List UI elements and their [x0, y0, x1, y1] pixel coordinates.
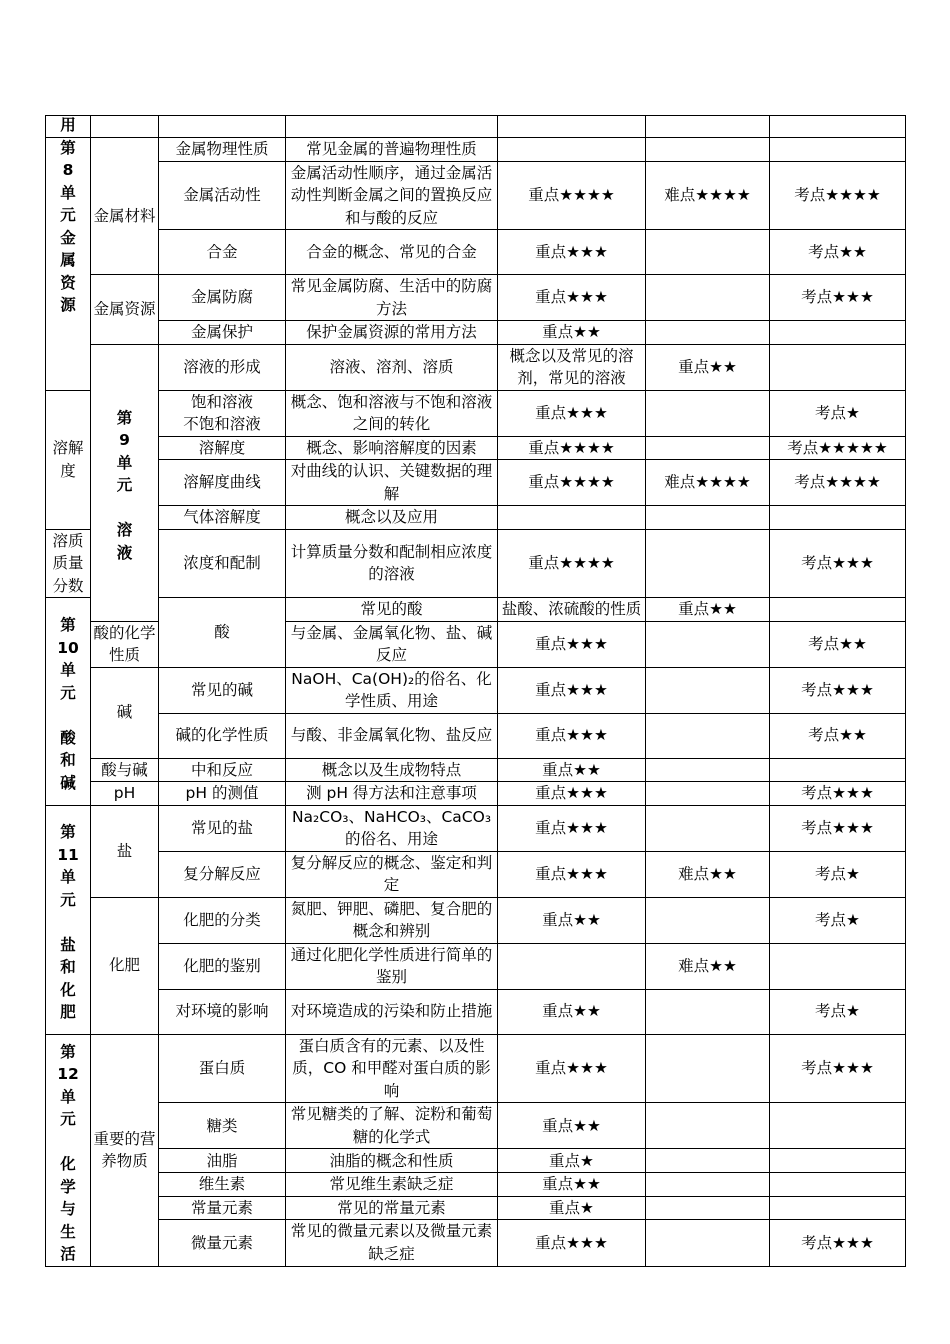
difficulty-cell: [646, 782, 770, 806]
unit-cell-u10: [46, 598, 91, 806]
exam-point-cell: 考点★★★★: [770, 460, 906, 506]
blank-row: [46, 116, 906, 138]
description-cell: 计算质量分数和配制相应浓度的溶液: [286, 529, 498, 598]
key-point-cell: 重点★★★: [498, 667, 646, 713]
unit-char: 单: [60, 183, 76, 202]
key-point-cell: [498, 943, 646, 989]
description-cell: 概念、影响溶解度的因素: [286, 436, 498, 460]
unit-char: 11: [57, 845, 79, 864]
description-cell: 盐酸、浓硫酸的性质: [498, 598, 646, 622]
difficulty-cell: [646, 1034, 770, 1103]
key-point-cell: 重点★★: [498, 321, 646, 345]
description-cell: 概念以及生成物特点: [286, 758, 498, 782]
table-row: [46, 1103, 906, 1149]
unit-char: 肥: [60, 1003, 76, 1022]
description-cell: 概念以及应用: [286, 506, 498, 530]
difficulty-cell: [646, 758, 770, 782]
difficulty-cell: [646, 321, 770, 345]
topic-cell: 蛋白质: [159, 1034, 286, 1103]
difficulty-cell: [646, 1103, 770, 1149]
unit-char: 元: [60, 683, 76, 702]
difficulty-cell: [646, 138, 770, 162]
table-row: [46, 275, 906, 321]
table-row: [46, 506, 906, 530]
topic-cell: 饱和溶液 不饱和溶液: [159, 390, 286, 436]
exam-point-cell: [770, 758, 906, 782]
key-point-cell: [498, 138, 646, 162]
category-cell: 酸与碱: [91, 758, 159, 782]
exam-point-cell: [770, 1196, 906, 1220]
key-point-cell: 重点★★★: [498, 1220, 646, 1266]
category-cell: 化肥: [91, 897, 159, 1034]
key-point-cell: 重点★★: [646, 344, 770, 390]
topic-cell: 金属保护: [159, 321, 286, 345]
category-cell: 盐: [91, 805, 159, 897]
unit-char: 8: [62, 161, 74, 179]
unit-cell-u9: [91, 344, 159, 621]
exam-point-cell: [770, 321, 906, 345]
description-cell: NaOH、Ca(OH)₂的俗名、化学性质、用途: [286, 667, 498, 713]
topic-cell: 常量元素: [159, 1196, 286, 1220]
unit-char: 属: [60, 251, 76, 269]
description-cell: 常见金属的普遍物理性质: [286, 138, 498, 162]
difficulty-cell: [646, 1173, 770, 1197]
table-row: [46, 1173, 906, 1197]
difficulty-cell: [646, 529, 770, 598]
exam-point-cell: [770, 138, 906, 162]
exam-point-cell: 考点★: [770, 989, 906, 1034]
table-row: [46, 161, 906, 230]
unit-char: 第: [60, 138, 76, 157]
category-cell: 碱: [91, 667, 159, 758]
exam-point-cell: 考点★: [770, 897, 906, 943]
table-row: [46, 782, 906, 806]
table-row: [46, 230, 906, 275]
unit-char: 第: [116, 408, 133, 427]
topic-cell: 溶解度: [159, 436, 286, 460]
unit-char: 液: [116, 543, 133, 562]
topic-cell: pH 的测值: [159, 782, 286, 806]
description-cell: 与酸、非金属氧化物、盐反应: [286, 713, 498, 758]
unit-char: 源: [60, 296, 76, 314]
difficulty-cell: [646, 1196, 770, 1220]
table-row: [46, 1196, 906, 1220]
blank-cell: [91, 116, 159, 138]
unit-char: 12: [57, 1065, 79, 1083]
exam-point-cell: [770, 943, 906, 989]
unit-char: 用: [60, 116, 76, 134]
topic-cell: 金属活动性: [159, 161, 286, 230]
description-cell: 金属活动性顺序，通过金属活动性判断金属之间的置换反应和与酸的反应: [286, 161, 498, 230]
difficulty-cell: [770, 344, 906, 390]
topic-cell: 金属防腐: [159, 275, 286, 321]
blank-cell: [159, 116, 286, 138]
key-point-cell: 重点★: [498, 1196, 646, 1220]
unit-cell-u12: [46, 1034, 91, 1266]
key-point-cell: 重点★★★★: [498, 460, 646, 506]
key-point-cell: 重点★★: [498, 897, 646, 943]
exam-point-cell: 考点★★★: [770, 667, 906, 713]
difficulty-cell: 难点★★: [646, 943, 770, 989]
description-cell: 对曲线的认识、关键数据的理解: [286, 460, 498, 506]
category-cell: pH: [91, 782, 159, 806]
key-point-cell: 重点★★★: [498, 230, 646, 275]
table-row: [46, 390, 906, 436]
unit-char: 化: [60, 980, 76, 999]
difficulty-cell: [646, 621, 770, 667]
difficulty-cell: [646, 230, 770, 275]
exam-point-cell: 考点★★★: [770, 529, 906, 598]
unit-char: 生: [60, 1222, 76, 1241]
topic-cell: 中和反应: [159, 758, 286, 782]
exam-point-cell: 考点★★: [770, 713, 906, 758]
unit-char: 碱: [60, 773, 76, 792]
table-row: [46, 460, 906, 506]
table-row: [46, 529, 906, 598]
table-row: [46, 667, 906, 713]
table-row: [46, 805, 906, 851]
table-row: [46, 943, 906, 989]
unit-char: 和: [60, 751, 76, 770]
description-cell: 油脂的概念和性质: [286, 1149, 498, 1173]
exam-point-cell: 考点★★★: [770, 1220, 906, 1266]
exam-point-cell: 考点★★: [770, 230, 906, 275]
difficulty-cell: [646, 1149, 770, 1173]
key-point-cell: [498, 506, 646, 530]
topic-cell: 金属物理性质: [159, 138, 286, 162]
key-point-cell: 重点★★: [498, 758, 646, 782]
category-cell: 金属材料: [91, 138, 159, 275]
difficulty-cell: [646, 506, 770, 530]
exam-point-cell: 考点★: [770, 390, 906, 436]
difficulty-cell: [646, 275, 770, 321]
difficulty-cell: [770, 598, 906, 622]
exam-point-cell: 考点★★★★: [770, 161, 906, 230]
unit-char: 单: [60, 868, 76, 887]
category-cell: 溶解度: [46, 390, 91, 529]
category-cell: 溶质质量分数: [46, 529, 91, 598]
unit-char: 9: [119, 431, 130, 450]
blank-cell: [498, 116, 646, 138]
unit-char: 元: [60, 206, 76, 224]
difficulty-cell: [646, 390, 770, 436]
table-row: [46, 1034, 906, 1103]
description-cell: 蛋白质含有的元素、以及性质，CO 和甲醛对蛋白质的影响: [286, 1034, 498, 1103]
description-cell: 保护金属资源的常用方法: [286, 321, 498, 345]
exam-point-cell: [770, 506, 906, 530]
topic-cell: 合金: [159, 230, 286, 275]
unit-char: 活: [60, 1245, 76, 1263]
table-row: [46, 321, 906, 345]
description-cell: 合金的概念、常见的合金: [286, 230, 498, 275]
exam-point-cell: 考点★: [770, 851, 906, 897]
description-cell: 常见糖类的了解、淀粉和葡萄糖的化学式: [286, 1103, 498, 1149]
exam-point-cell: 考点★★★: [770, 275, 906, 321]
exam-point-cell: 考点★★★: [770, 782, 906, 806]
blank-cell: [770, 116, 906, 138]
topic-cell: 常见的酸: [286, 598, 498, 622]
unit-char: 资: [60, 273, 76, 292]
table-row: [46, 851, 906, 897]
topic-cell: 维生素: [159, 1173, 286, 1197]
unit-char: 与: [60, 1200, 76, 1218]
description-cell: 常见金属防腐、生活中的防腐方法: [286, 275, 498, 321]
difficulty-cell: [646, 667, 770, 713]
unit-char: 10: [57, 638, 79, 657]
key-point-cell: 重点★★★★: [498, 161, 646, 230]
topic-cell: 化肥的分类: [159, 897, 286, 943]
description-cell: 常见的微量元素以及微量元素缺乏症: [286, 1220, 498, 1266]
table-row: [46, 897, 906, 943]
difficulty-cell: 难点★★★★: [646, 460, 770, 506]
description-cell: 概念、饱和溶液与不饱和溶液之间的转化: [286, 390, 498, 436]
topic-cell: 常见的碱: [159, 667, 286, 713]
topic-cell: 油脂: [159, 1149, 286, 1173]
unit-char: 元: [116, 476, 133, 495]
description-cell: 概念以及常见的溶剂，常见的溶液: [498, 344, 646, 390]
key-point-cell: 重点★★★: [498, 713, 646, 758]
exam-point-cell: 考点★★★: [770, 805, 906, 851]
description-cell: 对环境造成的污染和防止措施: [286, 989, 498, 1034]
unit-char: [93, 497, 156, 520]
difficulty-cell: [646, 805, 770, 851]
category-cell: 溶液的形成: [159, 344, 286, 390]
exam-point-cell: [770, 1149, 906, 1173]
key-point-cell: 重点★★★★: [498, 529, 646, 598]
description-cell: 通过化肥化学性质进行简单的鉴别: [286, 943, 498, 989]
key-point-cell: 重点★: [498, 1149, 646, 1173]
unit-char: [48, 704, 88, 727]
key-point-cell: 重点★★★: [498, 851, 646, 897]
description-cell: 复分解反应的概念、鉴定和判定: [286, 851, 498, 897]
description-cell: 与金属、金属氧化物、盐、碱反应: [286, 621, 498, 667]
key-point-cell: 重点★★: [498, 1103, 646, 1149]
difficulty-cell: [646, 436, 770, 460]
unit-char: 单: [60, 1087, 76, 1106]
unit-char: 第: [60, 823, 76, 842]
topic-cell: 酸的化学性质: [91, 621, 159, 667]
table-row: [46, 1220, 906, 1266]
difficulty-cell: [646, 713, 770, 758]
unit-char: 单: [60, 661, 76, 680]
unit-char: 元: [60, 1110, 76, 1128]
table-row: [46, 344, 906, 390]
unit-char: 第: [60, 1042, 76, 1061]
unit-char: 元: [60, 890, 76, 909]
key-point-cell: 重点★★★: [498, 621, 646, 667]
description-cell: 常见维生素缺乏症: [286, 1173, 498, 1197]
topic-cell: 浓度和配制: [159, 529, 286, 598]
category-cell: 金属资源: [91, 275, 159, 345]
topic-cell: 溶液、溶剂、溶质: [286, 344, 498, 390]
table-row: [46, 436, 906, 460]
table-row: [46, 138, 906, 162]
unit-char: 金: [60, 228, 76, 247]
blank-cell: [286, 116, 498, 138]
difficulty-cell: 难点★★★★: [646, 161, 770, 230]
description-cell: Na₂CO₃、NaHCO₃、CaCO₃的俗名、用途: [286, 805, 498, 851]
table-row: [46, 1149, 906, 1173]
table-row: [46, 713, 906, 758]
category-cell: 酸: [159, 598, 286, 668]
key-point-cell: 重点★★★★: [498, 436, 646, 460]
topic-cell: 糖类: [159, 1103, 286, 1149]
topic-cell: 微量元素: [159, 1220, 286, 1266]
topic-cell: 溶解度曲线: [159, 460, 286, 506]
table-row: [46, 758, 906, 782]
key-point-cell: 重点★★: [498, 989, 646, 1034]
unit-char: 溶: [116, 521, 133, 540]
key-point-cell: 重点★★★: [498, 390, 646, 436]
table-row: [46, 598, 906, 622]
difficulty-cell: [646, 1220, 770, 1266]
topic-cell: 碱的化学性质: [159, 713, 286, 758]
key-point-cell: 重点★★★: [498, 275, 646, 321]
topic-cell: 气体溶解度: [159, 506, 286, 530]
topic-cell: 常见的盐: [159, 805, 286, 851]
unit-char: 第: [60, 616, 76, 635]
description-cell: 测 pH 得方法和注意事项: [286, 782, 498, 806]
description-cell: 氮肥、钾肥、磷肥、复合肥的概念和辨别: [286, 897, 498, 943]
unit-char: 化: [60, 1155, 76, 1173]
unit-char: [48, 1131, 88, 1154]
description-cell: 常见的常量元素: [286, 1196, 498, 1220]
topic-cell: 复分解反应: [159, 851, 286, 897]
table-row: [46, 989, 906, 1034]
unit-char: 盐: [60, 935, 76, 954]
category-cell: 重要的营养物质: [91, 1034, 159, 1266]
unit-char: 学: [60, 1177, 76, 1196]
topic-cell: 对环境的影响: [159, 989, 286, 1034]
exam-point-cell: [770, 1103, 906, 1149]
unit-char: 和: [60, 958, 76, 977]
unit-cell-u11: [46, 805, 91, 1034]
unit-char: 单: [116, 453, 133, 472]
unit-cell-u8: [46, 116, 91, 391]
key-point-cell: 重点★★★: [498, 1034, 646, 1103]
exam-point-cell: 考点★★: [770, 621, 906, 667]
exam-point-cell: 考点★★★: [770, 1034, 906, 1103]
key-point-cell: 重点★★★: [498, 805, 646, 851]
difficulty-cell: 难点★★: [646, 851, 770, 897]
difficulty-cell: [646, 897, 770, 943]
unit-char: 酸: [60, 728, 76, 747]
unit-char: [48, 911, 88, 934]
key-point-cell: 重点★★★: [498, 782, 646, 806]
difficulty-cell: [646, 989, 770, 1034]
syllabus-table: [45, 115, 906, 1267]
exam-point-cell: [770, 1173, 906, 1197]
exam-point-cell: 考点★★★★★: [770, 436, 906, 460]
blank-cell: [646, 116, 770, 138]
key-point-cell: 重点★★: [646, 598, 770, 622]
key-point-cell: 重点★★: [498, 1173, 646, 1197]
topic-cell: 化肥的鉴别: [159, 943, 286, 989]
